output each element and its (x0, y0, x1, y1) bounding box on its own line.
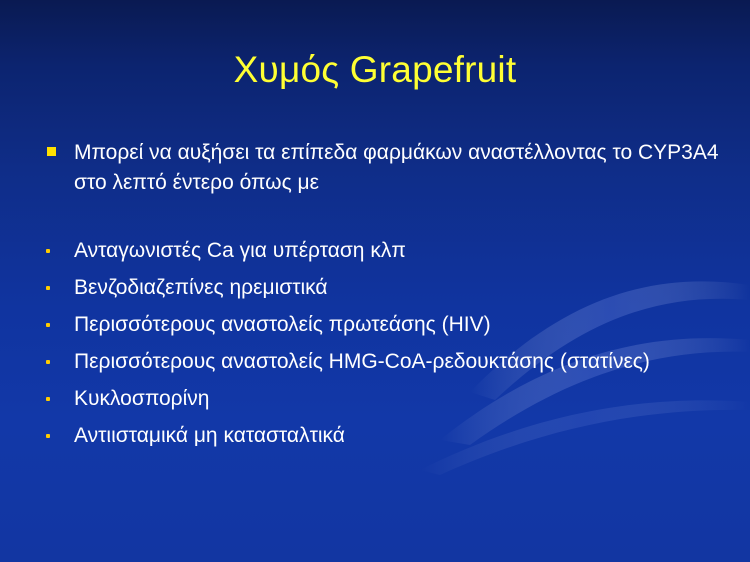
list-item-text: Περισσότερους αναστολείς HMG-CoA-ρεδουκτάσης (στατίνες) (74, 350, 650, 373)
main-bullet-text: Μπορεί να αυξήσει τα επίπεδα φαρμάκων αναστέλλοντας το CYP3A4 στο λεπτό έντερο όπως με (74, 141, 719, 194)
square-bullet-icon (47, 147, 56, 156)
list-item (42, 421, 722, 451)
list-item (42, 310, 722, 340)
list-item-text: Κυκλοσπορίνη (74, 387, 210, 410)
list-item (42, 273, 722, 303)
dot-bullet-icon (46, 434, 50, 438)
dot-bullet-icon (46, 249, 50, 253)
dot-bullet-icon (46, 323, 50, 327)
list-item-text: Περισσότερους αναστολείς πρωτεάσης (HIV) (74, 313, 491, 336)
list-item (42, 347, 722, 377)
list-item (42, 236, 722, 266)
list-item (42, 384, 722, 414)
list-item-text: Αντιισταμικά μη κατασταλτικά (74, 424, 345, 447)
examples-list (42, 236, 722, 458)
list-item-text: Ανταγωνιστές Ca για υπέρταση κλπ (74, 239, 406, 262)
dot-bullet-icon (46, 397, 50, 401)
dot-bullet-icon (46, 360, 50, 364)
dot-bullet-icon (46, 286, 50, 290)
slide-title: Χυμός Grapefruit (233, 49, 517, 90)
list-item-text: Βενζοδιαζεπίνες ηρεμιστικά (74, 276, 328, 299)
